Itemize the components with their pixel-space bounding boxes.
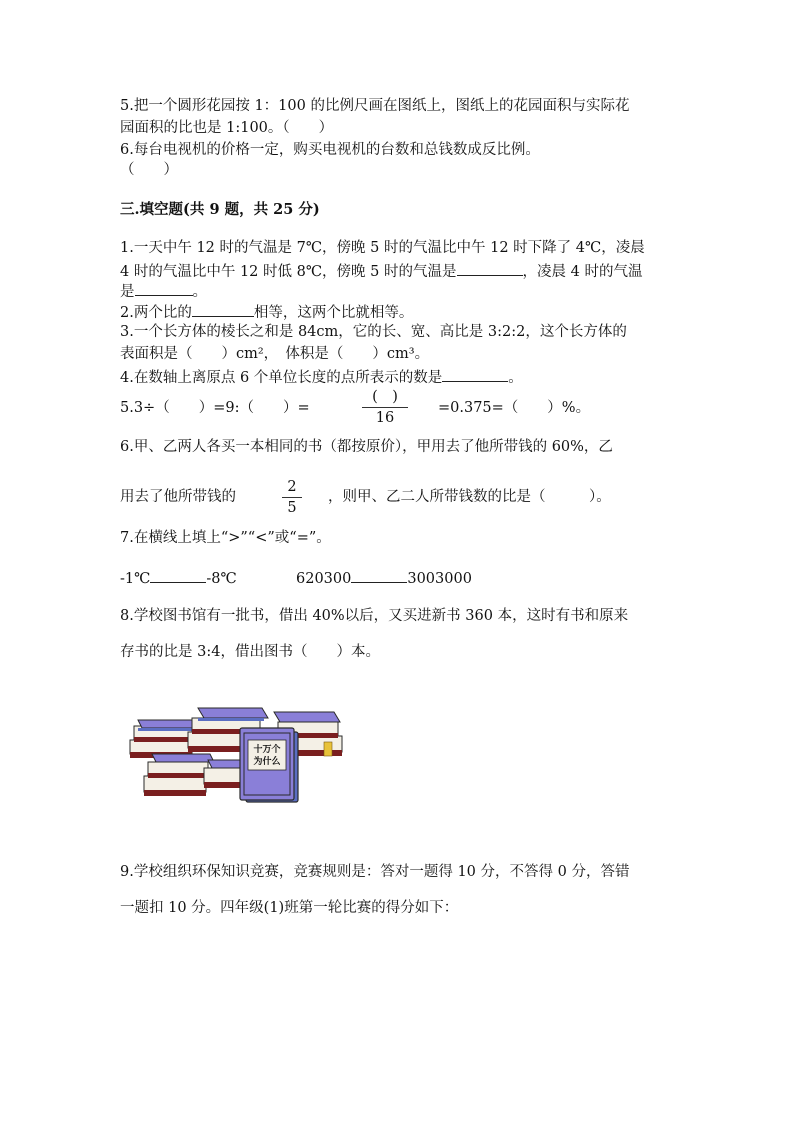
answer-blank[interactable] [135,280,193,296]
fill-q1-line3-text-b: 。 [192,284,207,300]
fill-q6-line2-text-b: ，则甲、乙二人所带钱数的比是（ ）。 [328,489,611,505]
fraction-denominator: 5 [287,500,297,516]
answer-blank[interactable] [192,301,254,317]
featured-book [240,728,298,802]
books-illustration [128,706,350,806]
fraction-denominator: 16 [375,410,395,426]
fill-q1-line1: 1.一天中午 12 时的气温是 7℃，傍晚 5 时的气温比中午 12 时下降了 4℃，凌晨 [120,240,645,256]
fill-q4-text-a: 4.在数轴上离原点 6 个单位长度的点所表示的数是 [120,370,443,386]
fill-q3-line1: 3.一个长方体的棱长之和是 84cm，它的长、宽、高比是 3:2:2，这个长方体的 [120,324,627,340]
compare-left: -1℃ [120,571,151,587]
fraction-numerator: 2 [287,479,297,495]
fraction-numerator[interactable]: ( ) [372,389,398,405]
book-title-line1: 十万个 [253,745,281,755]
judge-q6-line2: （ ） [120,162,178,178]
fill-q1-line2-text-a: 4 时的气温比中午 12 时低 8℃，傍晚 5 时的气温是 [120,264,457,280]
fill-q5-text-a: 5.3÷（ ）=9:（ ）= [120,400,310,416]
fill-q8-line2: 存书的比是 3:4，借出图书（ ）本。 [120,644,380,660]
answer-blank[interactable] [351,567,407,583]
compare-right: 3003000 [407,571,472,587]
judge-q6-line1: 6.每台电视机的价格一定，购买电视机的台数和总钱数成反比例。 [120,142,540,158]
answer-blank[interactable] [150,567,206,583]
judge-q5-line2: 园面积的比也是 1:100。（ ） [120,120,334,136]
judge-q5-line1: 5.把一个圆形花园按 1：100 的比例尺画在图纸上，图纸上的花园面积与实际花 [120,98,630,114]
fill-q1-line2 [120,260,642,282]
fraction-bar [362,407,408,408]
book-title-line2: 为什么 [253,757,281,767]
compare-right: -8℃ [206,571,237,587]
fill-q7-compare-1 [120,567,237,589]
fill-q7-line1: 7.在横线上填上“>”“<”或“=”。 [120,530,331,546]
fill-q2 [120,301,413,323]
fraction-q5 [362,388,408,427]
fill-q1-line2-text-b: ，凌晨 4 时的气温 [522,264,643,280]
fill-q5-text-b: =0.375=（ ）%。 [438,400,591,416]
fraction-q6 [282,478,302,517]
fill-q6-line2-text-a: 用去了他所带钱的 [120,489,236,505]
answer-blank[interactable] [457,260,523,276]
fraction-bar [282,497,302,498]
fill-q1-line3-text-a: 是 [120,284,135,300]
fill-q9-line2: 一题扣 10 分。四年级(1)班第一轮比赛的得分如下： [120,900,459,916]
fill-q3-line2: 表面积是（ ）cm²， 体积是（ ）cm³。 [120,346,430,362]
fill-q9-line1: 9.学校组织环保知识竞赛，竞赛规则是：答对一题得 10 分，不答得 0 分，答错 [120,864,630,880]
fill-q7-compare-2 [296,567,472,589]
fill-q2-text-b: 相等，这两个比就相等。 [253,305,414,321]
fill-q2-text-a: 2.两个比的 [120,305,192,321]
fill-q4 [120,366,523,388]
fill-q4-text-b: 。 [508,370,523,386]
section-title: 三.填空题(共 9 题，共 25 分) [120,201,320,218]
fill-q6-line1: 6.甲、乙两人各买一本相同的书（都按原价），甲用去了他所带钱的 60%，乙 [120,439,613,455]
fill-q1-line3 [120,280,207,302]
compare-left: 620300 [296,571,352,587]
answer-blank[interactable] [442,366,508,382]
fill-q8-line1: 8.学校图书馆有一批书，借出 40%以后，又买进新书 360 本，这时有书和原来 [120,608,629,624]
